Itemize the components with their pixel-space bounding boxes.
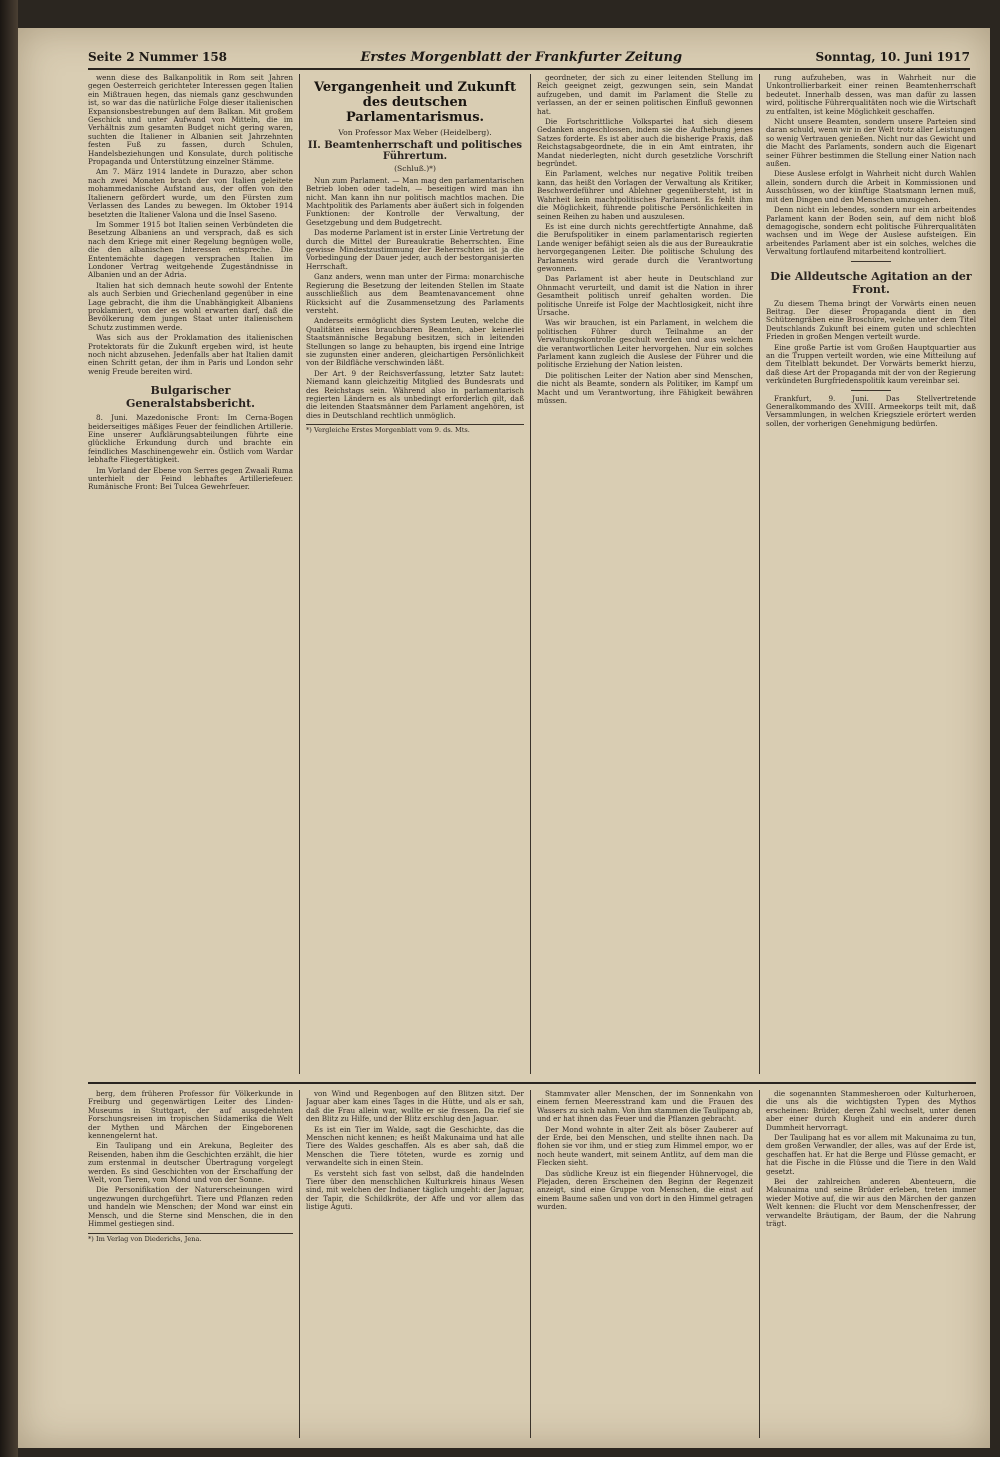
- col1-paragraph: Italien hat sich demnach heute sowohl der Entente als auch Serbien und Griechenland gegenüber in eine Lage gebracht, die ihm die Unabhängigkeit Albaniens proklamiert, von der es wohl erwarten darf, daß die Bevölkerung dem jungen Staat unter italienischem Schutz zustimmen werde.: [88, 280, 293, 332]
- col3-paragraph: Die Fortschrittliche Volkspartei hat sich diesem Gedanken angeschlossen, indem sie die Aufhebung jenes Satzes forderte. Es ist aber auch die bisherige Praxis, daß Reichstagsabgeordnete, die in ein Amt eintraten, ihr Mandat niederlegten, nicht durch gesetzliche Vorschrift begründet.: [537, 117, 753, 169]
- column-1: [88, 74, 293, 1076]
- book-spine: [0, 0, 18, 1457]
- col3-paragraph: Die politischen Leiter der Nation aber sind Menschen, die nicht als Beamte, sondern als Politiker, im Kampf um Macht und um Verantwortung, ihre Fähigkeit bewähren müssen.: [537, 370, 753, 406]
- col1-paragraph: Was sich aus der Proklamation des italienischen Protektorats für die Zukunft ergeben wird, ist heute noch nicht abzusehen. Jedenfalls aber hat Italien damit einen Schritt getan, der ihm in Paris und London sehr wenig Freude bereiten wird.: [88, 333, 293, 376]
- article-continuation: (Schluß.)*): [394, 164, 436, 174]
- column-2: [306, 74, 524, 1076]
- col1-paragraph: Im Vorland der Ebene von Serres gegen Zwaali Ruma unterhielt der Feind lebhaftes Artilleriefeuer. Rumänische Front: Bei Tulcea Gewehrfeuer.: [88, 465, 293, 492]
- lower-column-2: [306, 1090, 524, 1440]
- col4-paragraph: Nicht unsere Beamten, sondern unsere Parteien sind daran schuld, wenn wir in der Welt trotz aller Leistungen so wenig Vertrauen genießen. Nicht nur das Gewicht und die Macht des Parlaments, sondern auch die Eigenart seiner Führer bestimmen die Stellung einer Nation nach außen.: [766, 117, 976, 169]
- header-date: Sonntag, 10. Juni 1917: [815, 50, 970, 64]
- column-4: [766, 74, 976, 1076]
- lower-paragraph: Es ist ein Tier im Walde, sagt die Geschichte, das die Menschen nicht kennen; es heißt Makunaima und hat alle Tiere des Waldes geschaffen. Als es aber sah, daß die Menschen die Tiere töteten, wurde es zornig und verwandelte sich in einen Stein.: [306, 1124, 524, 1168]
- feuilleton-rule: [88, 1082, 976, 1084]
- header-page-number: Seite 2 Nummer 158: [88, 50, 228, 64]
- lower-paragraph: Die Personifikation der Naturerscheinungen wird ungezwungen durchgeführt. Tiere und Pflanzen reden und handeln wie Menschen; der Mond war einst ein Mensch, und die Sterne sind Menschen, die in den Himmel gestiegen sind.: [88, 1185, 293, 1229]
- article-title: Vergangenheit und Zukunft des deutschen Parlamentarismus.: [314, 80, 516, 125]
- column-rule: [299, 1090, 300, 1438]
- lower-footnote: *) Im Verlag von Diederichs, Jena.: [88, 1233, 293, 1244]
- section-divider: [851, 261, 891, 262]
- col4-paragraph: Eine große Partie ist vom Großen Hauptquartier aus an die Truppen verteilt worden, wie eine Mitteilung auf dem Titelblatt bekundet. Der Vorwärts bemerkt hierzu, daß diese Art der Propaganda mit der von der Regierung verkündeten Burgfriedenspolitik kaum vereinbar sei.: [766, 342, 976, 386]
- lower-column-1: [88, 1090, 293, 1440]
- column-rule: [759, 1090, 760, 1438]
- header-masthead: Erstes Morgenblatt der Frankfurter Zeitung: [360, 49, 683, 65]
- lower-paragraph: Das südliche Kreuz ist ein fliegender Hühnervogel, die Plejaden, deren Erscheinen den Beginn der Regenzeit anzeigt, sind eine Gruppe von Menschen, die einst auf einem Baume saßen und von dort in den Himmel getragen wurden.: [537, 1168, 753, 1212]
- col4-paragraph: Denn nicht ein lebendes, sondern nur ein arbeitendes Parlament kann der Boden sein, auf dem nicht bloß demagogische, sondern echt politische Führerqualitäten wachsen und im Wege der Auslese aufsteigen. Ein arbeitendes Parlament aber ist ein solches, welches die Verwaltung fortlaufend mitarbeitend kontrolliert.: [766, 205, 976, 257]
- newspaper-page: [18, 28, 990, 1448]
- column-rule: [530, 74, 531, 1074]
- col2-paragraph: Das moderne Parlament ist in erster Linie Vertretung der durch die Mittel der Bureaukratie Beherrschten. Eine gewisse Mindestzustimmung der Beherrschten ist ja die Vorbedingung der Dauer jeder, auch der bestorganisierten Herrschaft.: [306, 228, 524, 271]
- section-divider: [851, 390, 891, 391]
- lower-paragraph: Stammvater aller Menschen, der im Sonnenkahn von einem fernen Meeresstrand kam und die Frauen des Wassers zu sich nahm. Von ihm stammen die Taulipang ab, und er hat ihnen das Feuer und die Pflanzen gebracht.: [537, 1090, 753, 1124]
- col2-paragraph: Der Art. 9 der Reichsverfassung, letzter Satz lautet: Niemand kann gleichzeitig Mitglied des Bundesrats und des Reichstags sein. Während also in parlamentarisch regierten Ländern es als unbedingt erforderlich gilt, daß die leitenden Staatsmänner dem Parlament angehören, ist dies in Deutschland rechtlich unmöglich.: [306, 368, 524, 420]
- col1-paragraph: wenn diese des Balkanpolitik in Rom seit Jahren gegen Oesterreich gerichteter Interessen gegen Italien ein Mißtrauen hegen, das niemals ganz geschwunden ist, so war das die natürliche Folge dieser italienischen Expansionsbestrebungen auf dem Balkan. Mit großem Geschick und unter Aufwand von Mitteln, die im Verhältnis zum gesamten Budget nicht gering waren, suchten die Italiener in Albanien seit Jahrzehnten festen Fuß zu fassen, durch Schulen, Handelsbeziehungen und Konsulate, durch politische Propaganda und Unterstützung einzelner Stämme.: [88, 74, 293, 167]
- lower-paragraph: Der Taulipang hat es vor allem mit Makunaima zu tun, dem großen Verwandler, der alles, was auf der Erde ist, geschaffen hat. Er hat die Berge und Flüsse gemacht, er hat die Fische in die Flüsse und die Tiere in den Wald gesetzt.: [766, 1133, 976, 1176]
- col2-paragraph: Anderseits ermöglicht dies System Leuten, welche die Qualitäten eines brauchbaren Beamten, aber keinerlei Staatsmännische Begabung besitzen, sich in leitenden Stellungen so lange zu behaupten, bis irgend eine Intrige sie zugunsten einer anderen, gleichartigen Persönlichkeit von der Bildfläche verschwinden läßt.: [306, 316, 524, 368]
- col3-paragraph: Das Parlament ist aber heute in Deutschland zur Ohnmacht verurteilt, und damit ist die Nation in ihrer Gesamtheit politisch unreif gehalten worden. Die politische Unreife ist Folge der Machtlosigkeit, nicht ihre Ursache.: [537, 274, 753, 317]
- lower-paragraph: von Wind und Regenbogen auf den Blitzen sitzt. Der Jaguar aber kam eines Tages in die Hütte, und als er sah, daß die Frau allein war, wollte er sie fressen. Da rief sie den Blitz zu Hilfe, und der Blitz erschlug den Jaguar.: [306, 1090, 524, 1124]
- article-footnote: *) Vergleiche Erstes Morgenblatt vom 9. ds. Mts.: [306, 424, 524, 435]
- lower-paragraph: Es versteht sich fast von selbst, daß die handelnden Tiere über den menschlichen Kulturkreis hinaus Wesen sind, mit welchen der Indianer täglich umgeht: der Jaguar, der Tapir, die Schildkröte, der Affe und vor allem das listige Aguti.: [306, 1168, 524, 1212]
- col2-paragraph: Ganz anders, wenn man unter der Firma: monarchische Regierung die Besetzung der leitenden Stellen im Staate ausschließlich aus dem Beamtenavancement ohne Rücksicht auf die Zusammensetzung des Parlaments versteht.: [306, 272, 524, 315]
- article-byline: Von Professor Max Weber (Heidelberg).: [338, 128, 492, 137]
- col3-paragraph: Was wir brauchen, ist ein Parlament, in welchem die politischen Führer durch Teilnahme an der Verwaltungskontrolle geschult werden und aus welchem die verantwortlichen Leiter hervorgehen. Nur ein solches Parlament kann zugleich die Auslese der Führer und die politische Erziehung der Nation leisten.: [537, 318, 753, 370]
- page-header: [88, 46, 970, 70]
- col3-paragraph: Es ist eine durch nichts gerechtfertigte Annahme, daß die Berufspolitiker in einem parlamentarisch regierten Lande weniger befähigt seien als die aus der Bureaukratie hervorgegangenen Leiter. Die politische Schulung des Parlaments wird gerade durch die Verantwortung gewonnen.: [537, 221, 753, 273]
- col4-paragraph: rung aufzuheben, was in Wahrheit nur die Unkontrollierbarkeit einer reinen Beamtenherrschaft bedeutet. Innerhalb dessen, was man dafür zu lassen wird, politische Führerqualitäten noch wie die Wirtschaft zu entfalten, ist keine Möglichkeit geschaffen.: [766, 74, 976, 116]
- col1-paragraph: Am 7. März 1914 landete in Durazzo, aber schon nach zwei Monaten brach der von Italien geleitete mohammedanische Aufstand aus, der offen von den Italienern gefördert wurde, um den Fürsten zum Verlassen des Landes zu bewegen. Im Oktober 1914 besetzten die Italiener Valona und die Insel Saseno.: [88, 167, 293, 219]
- article-subtitle: II. Beamtenherrschaft und politisches Führertum.: [307, 140, 523, 163]
- lower-paragraph: Bei der zahlreichen anderen Abenteuern, die Makunaima und seine Brüder erleben, treten immer wieder Motive auf, die wir aus den Märchen der ganzen Welt kennen: die Flucht vor dem Menschenfresser, der verwandelte Bräutigam, der Baum, der die Nahrung trägt.: [766, 1177, 976, 1229]
- lower-paragraph: Der Mond wohnte in alter Zeit als böser Zauberer auf der Erde, bei den Menschen, und stellte ihnen nach. Da flohen sie vor ihm, und er stieg zum Himmel empor, wo er noch heute wandert, mit seinem Antlitz, auf dem man die Flecken sieht.: [537, 1124, 753, 1168]
- col1-paragraph: 8. Juni. Mazedonische Front: Im Cerna-Bogen beiderseitiges mäßiges Feuer der feindlichen Artillerie. Eine unserer Aufklärungsabteilungen führte eine glückliche Erkundung durch und brachte ein feindliches Maschinengewehr ein. Östlich vom Wardar lebhafte Fliegertätigkeit.: [88, 413, 293, 465]
- col3-paragraph: geordneter, der sich zu einer leitenden Stellung im Reich geeignet zeigt, gezwungen sein, sein Mandat aufzugeben, und damit im Parlament die Stelle zu verlassen, an der er seinen politischen Einfluß gewonnen hat.: [537, 74, 753, 116]
- lower-column-4: [766, 1090, 976, 1440]
- lower-column-3: [537, 1090, 753, 1440]
- lower-paragraph: Ein Taulipang und ein Arekuna, Begleiter des Reisenden, haben ihm die Geschichten erzählt, die hier zum erstenmal in deutscher Übertragung vorgelegt werden. Es sind Geschichten von der Erschaffung der Welt, von Tieren, vom Mond und von der Sonne.: [88, 1141, 293, 1185]
- lower-paragraph: berg, dem früheren Professor für Völkerkunde in Freiburg und gegenwärtigen Leiter des Linden-Museums in Stuttgart, der auf ausgedehnten Forschungsreisen im tropischen Südamerika die Welt der Mythen und Märchen der Eingeborenen kennengelernt hat.: [88, 1090, 293, 1141]
- col4-paragraph: Frankfurt, 9. Juni. Das Stellvertretende Generalkommando des XVIII. Armeekorps teilt mit, daß Versammlungen, in welchen Kriegsziele erörtert werden sollen, der vorherigen Genehmigung bedürfen.: [766, 393, 976, 428]
- column-rule: [530, 1090, 531, 1438]
- col3-paragraph: Ein Parlament, welches nur negative Politik treiben kann, das heißt den Vorlagen der Verwaltung als Kritiker, Beschwerdeführer und Ablehner gegenübersteht, ist in Wahrheit kein machtpolitisches Parlament. Es fehlt ihm die Möglichkeit, führende politische Persönlichkeiten in seinen Reihen zu haben und auszulesen.: [537, 169, 753, 221]
- column-rule: [759, 74, 760, 1074]
- col4-paragraph: Zu diesem Thema bringt der Vorwärts einen neuen Beitrag. Der dieser Propaganda dient in den Schützengräben eine Broschüre, welche unter dem Titel Deutschlands Zukunft bei einem guten und schlechten Frieden in großen Mengen verteilt wurde.: [766, 298, 976, 342]
- bulgarian-report-heading: Bulgarischer Generalstabsbericht.: [125, 384, 256, 411]
- column-3: [537, 74, 753, 1076]
- col4-paragraph: Diese Auslese erfolgt in Wahrheit nicht durch Wahlen allein, sondern durch die Arbeit in Kommissionen und Ausschüssen, wo der künftige Staatsmann lernen muß, mit den Dingen und den Menschen umzugehen.: [766, 169, 976, 204]
- col2-paragraph: Nun zum Parlament. — Man mag den parlamentarischen Betrieb loben oder tadeln, — beseitigen wird man ihn nicht. Man kann ihn nur politisch machtlos machen. Die Machtpolitik des Parlaments aber äußert sich in folgenden Funktionen: der Kontrolle der Verwaltung, der Gesetzgebung und dem Budgetrecht.: [306, 175, 524, 227]
- col1-paragraph: Im Sommer 1915 bot Italien seinen Verbündeten die Besetzung Albaniens an und versprach, daß es sich nach dem Kriege mit einer Regelung begnügen wolle, die den albanischen Interessen entspreche. Die Ententemächte dagegen versprachen Italien im Londoner Vertrag weitgehende Zugeständnisse in Albanien und an der Adria.: [88, 219, 293, 280]
- alldeutsche-heading: Die Alldeutsche Agitation an der Front.: [770, 269, 972, 296]
- column-rule: [299, 74, 300, 1074]
- lower-paragraph: die sogenannten Stammesheroen oder Kulturheroen, die uns als die wichtigsten Typen des Mythos erscheinen: Brüder, deren Zahl wechselt, unter denen aber einer durch Klugheit und ein anderer durch Dummheit hervorragt.: [766, 1090, 976, 1132]
